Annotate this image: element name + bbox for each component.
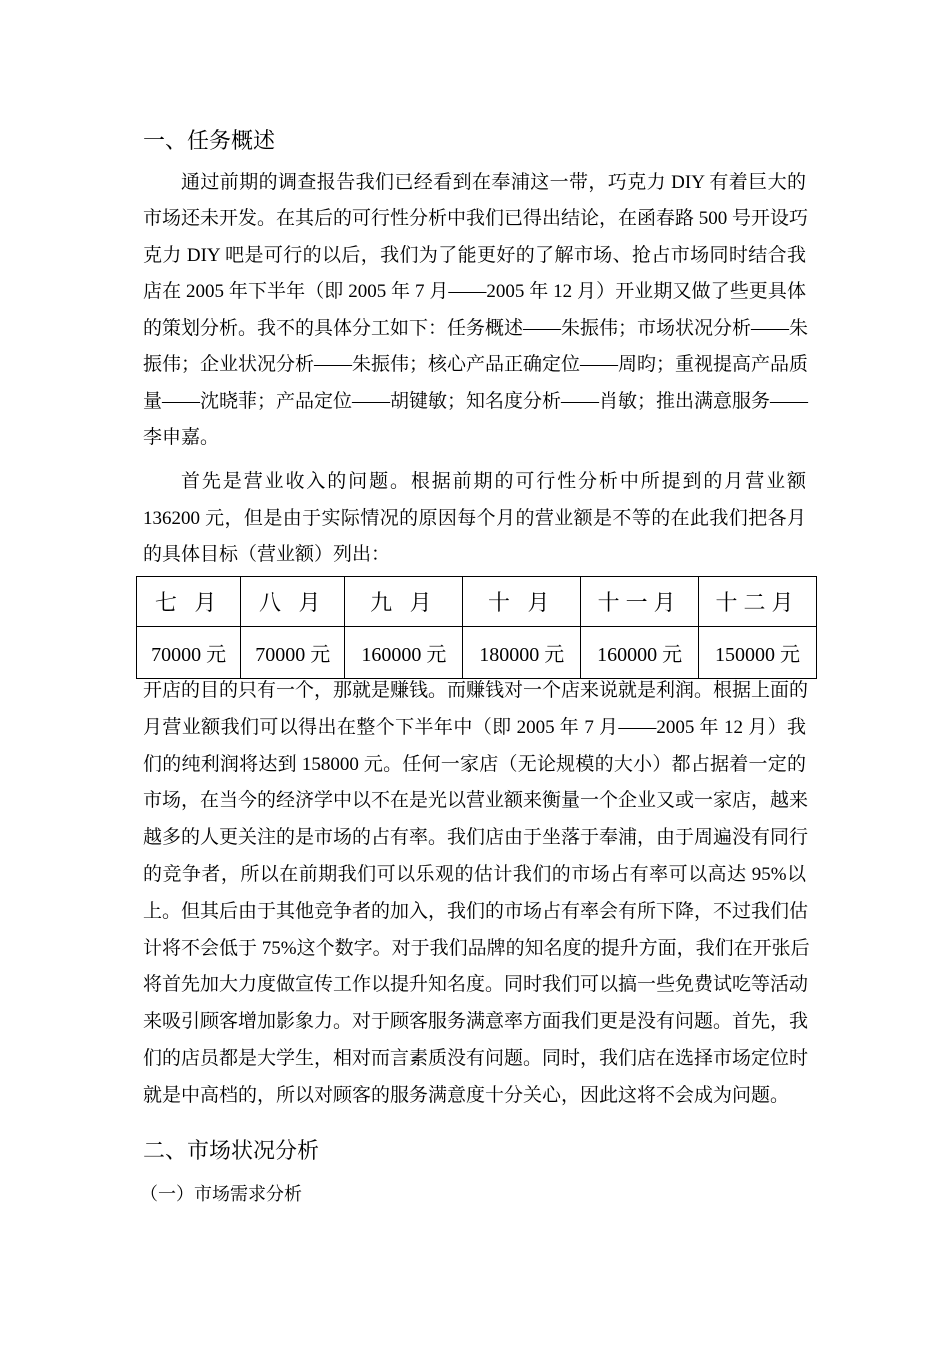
table-header-cell: 七 月 xyxy=(137,577,241,627)
table-header-row xyxy=(137,577,817,627)
table-header-cell: 九 月 xyxy=(345,577,463,627)
text-line: 上。但其后由于其他竞争者的加入，我们的市场占有率会有所下降，不过我们估 xyxy=(143,900,809,922)
table-header-cell: 十二月 xyxy=(699,577,817,627)
table-cell: 160000 元 xyxy=(581,627,699,679)
text-line: 通过前期的调查报告我们已经看到在奉浦这一带，巧克力 DIY 有着巨大的 xyxy=(181,172,806,193)
text-line: 将首先加大力度做宣传工作以提升知名度。同时我们可以搞一些免费试吃等活动 xyxy=(143,974,809,996)
text-line: 克力 DIY 吧是可行的以后，我们为了能更好的了解市场、抢占市场同时结合我 xyxy=(143,244,806,266)
table-cell: 180000 元 xyxy=(463,627,581,679)
text-line: 136200 元，但是由于实际情况的原因每个月的营业额是不等的在此我们把各月 xyxy=(143,507,806,529)
table-cell: 70000 元 xyxy=(137,627,241,679)
text-line: 计将不会低于 75%这个数字。对于我们品牌的知名度的提升方面，我们在开张后 xyxy=(143,937,810,959)
text-line: 店在 2005 年下半年（即 2005 年 7 月——2005 年 12 月）开业期又做了些更具体 xyxy=(143,281,806,303)
monthly-revenue-table xyxy=(136,576,817,679)
text-line: 们的店员都是大学生，相对而言素质没有问题。同时，我们店在选择市场定位时 xyxy=(143,1048,809,1069)
subsection-heading: （一）市场需求分析 xyxy=(140,1184,302,1204)
text-line: 量——沈晓菲；产品定位——胡键敏；知名度分析——肖敏；推出满意服务—— xyxy=(143,390,809,412)
table-cell: 160000 元 xyxy=(345,627,463,679)
text-line: 市场，在当今的经济学中以不在是光以营业额来衡量一个企业又或一家店，越来 xyxy=(143,790,809,812)
table-cell: 150000 元 xyxy=(699,627,817,679)
text-line: 振伟；企业状况分析——朱振伟；核心产品正确定位——周昀；重视提高产品质 xyxy=(143,354,809,376)
section-heading: 一、任务概述 xyxy=(143,128,276,153)
section-heading: 二、市场状况分析 xyxy=(143,1138,320,1163)
text-line: 的竞争者，所以在前期我们可以乐观的估计我们的市场占有率可以高达 95%以 xyxy=(143,864,806,885)
table-row xyxy=(137,627,817,679)
text-line: 开店的目的只有一个，那就是赚钱。而赚钱对一个店来说就是利润。根据上面的 xyxy=(143,680,809,701)
text-line: 市场还未开发。在其后的可行性分析中我们已得出结论，在函春路 500 号开设巧 xyxy=(143,208,809,230)
text-line: 月营业额我们可以得出在整个下半年中（即 2005 年 7 月——2005 年 12 月）我 xyxy=(143,716,806,738)
text-line: 李申嘉。 xyxy=(143,427,220,449)
table-header-cell: 十一月 xyxy=(581,577,699,627)
table-header-cell: 八 月 xyxy=(241,577,345,627)
text-line: 越多的人更关注的是市场的占有率。我们店由于坐落于奉浦，由于周遍没有同行 xyxy=(143,827,809,849)
text-line: 首先是营业收入的问题。根据前期的可行性分析中所提到的月营业额 xyxy=(181,471,806,492)
text-line: 们的纯利润将达到 158000 元。任何一家店（无论规模的大小）都占据着一定的 xyxy=(143,753,806,775)
table-cell: 70000 元 xyxy=(241,627,345,679)
text-line: 来吸引顾客增加影象力。对于顾客服务满意率方面我们更是没有问题。首先，我 xyxy=(143,1011,809,1033)
text-line: 的策划分析。我不的具体分工如下：任务概述——朱振伟；市场状况分析——朱 xyxy=(143,317,809,339)
table-header-cell: 十 月 xyxy=(463,577,581,627)
text-line: 的具体目标（营业额）列出： xyxy=(143,544,391,565)
text-line: 就是中高档的，所以对顾客的服务满意度十分关心，因此这将不会成为问题。 xyxy=(143,1084,790,1106)
